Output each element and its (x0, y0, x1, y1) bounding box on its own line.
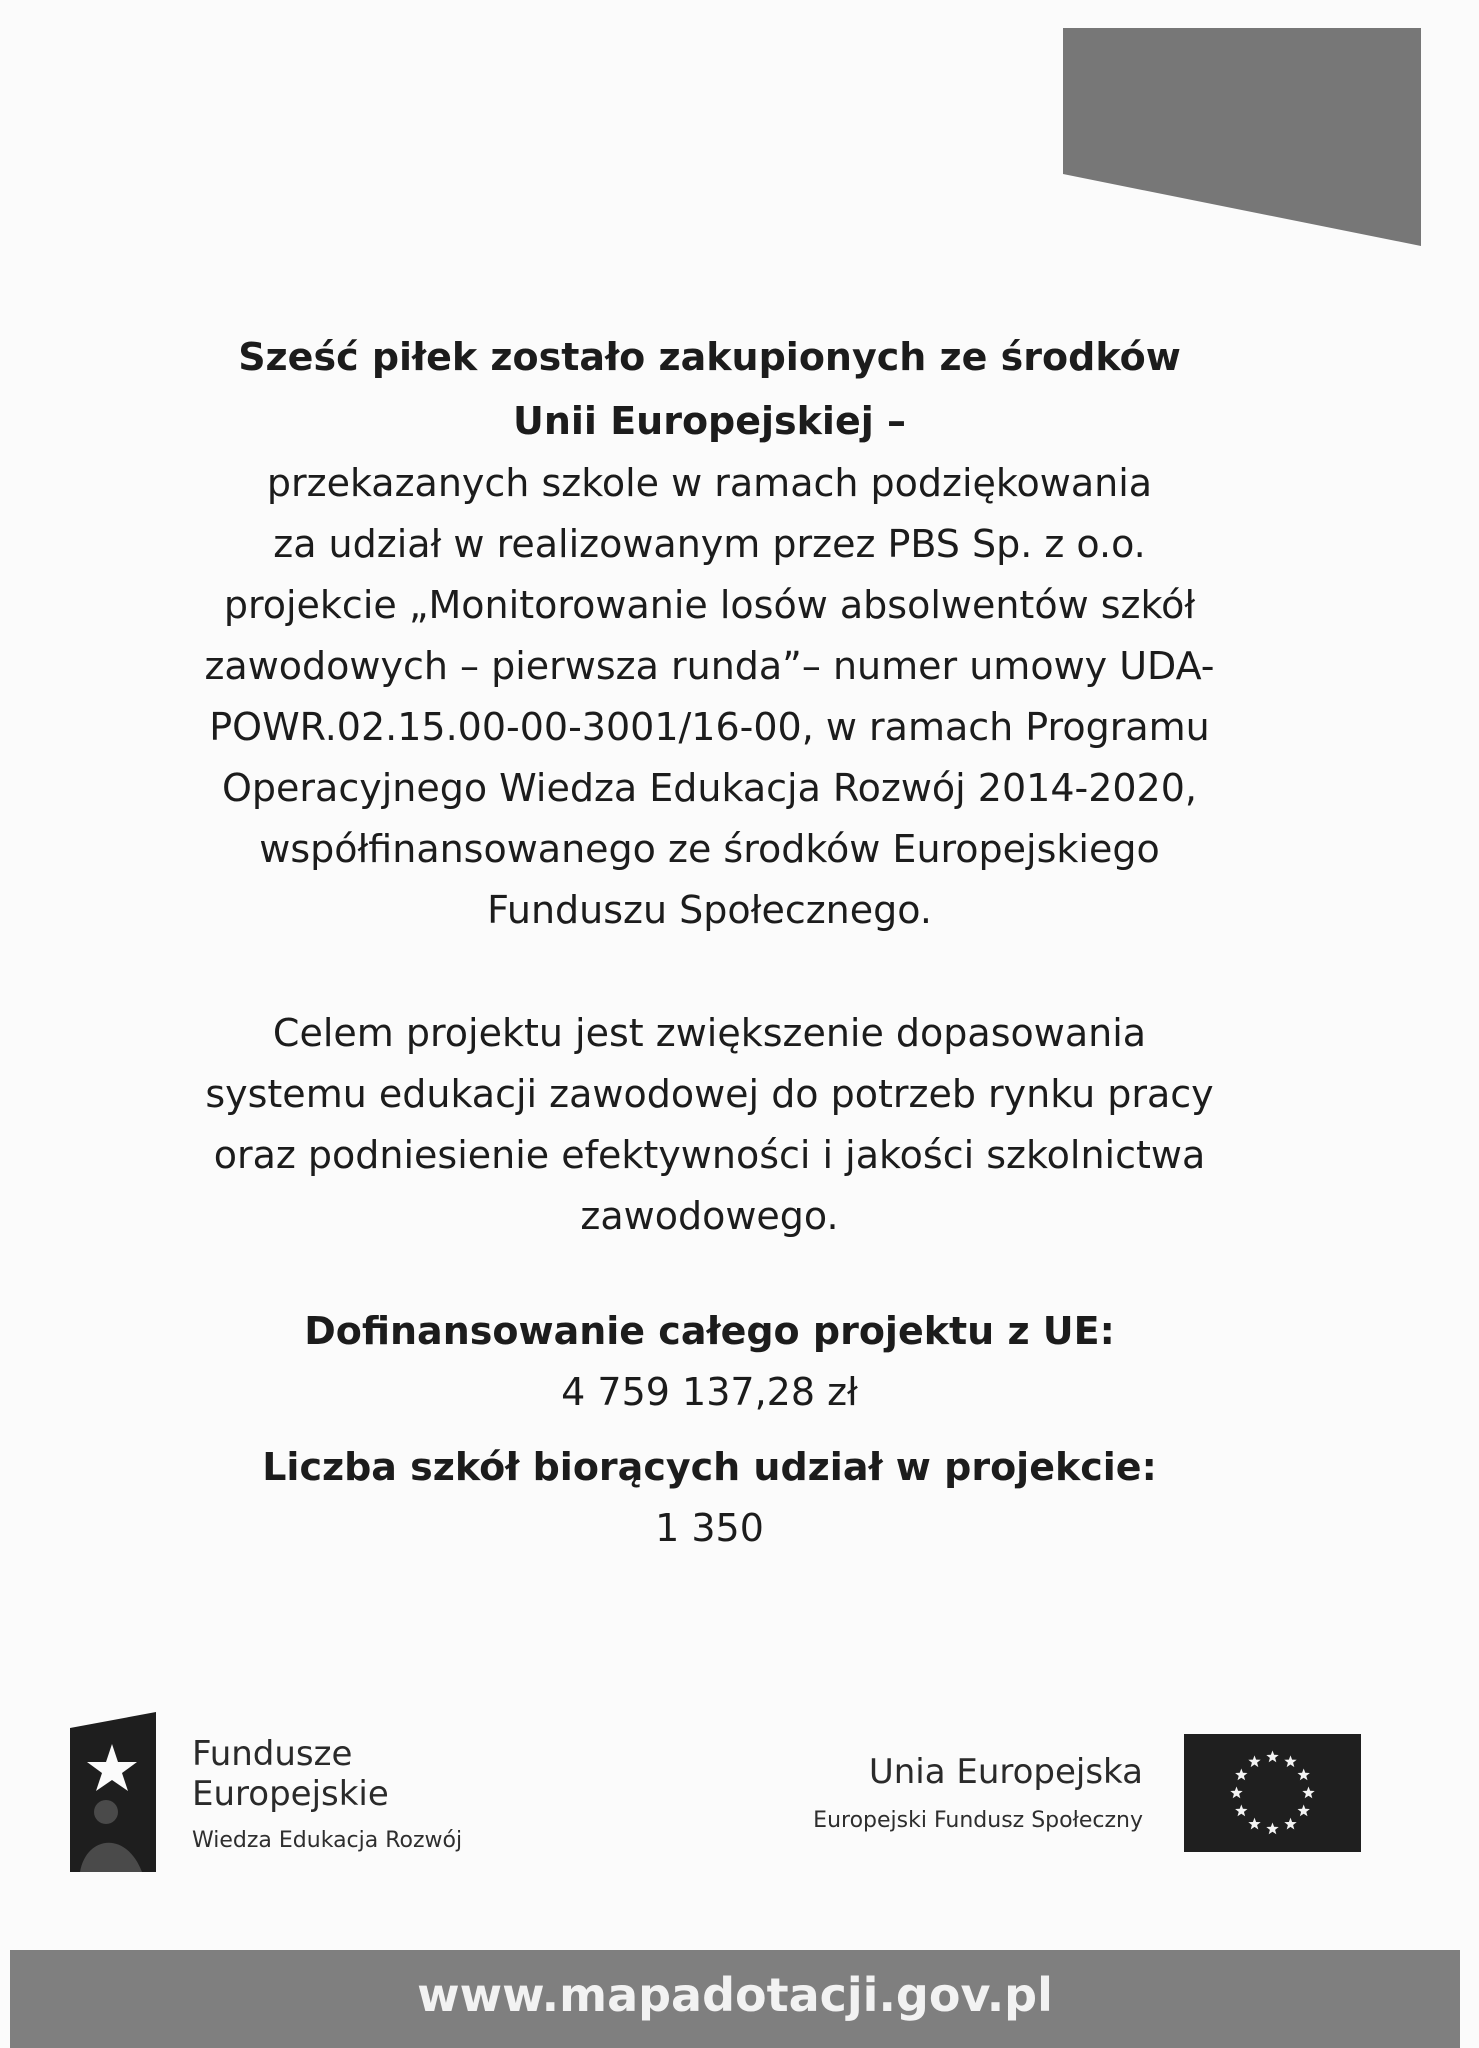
fundusze-europejskie-name (192, 1734, 389, 1814)
notice-title-line-2: Unii Europejskiej – (513, 399, 906, 443)
notice-content (120, 325, 1299, 1559)
description-line: Operacyjnego Wiedza Edukacja Rozwój 2014-2020, (222, 766, 1197, 810)
schools-value: 1 350 (655, 1506, 764, 1550)
funding-label: Dofinansowanie całego projektu z UE: (304, 1309, 1115, 1353)
unia-europejska-logo (760, 1732, 1361, 1857)
unia-europejska-subtitle: Europejski Fundusz Społeczny (813, 1808, 1143, 1833)
goal-line: systemu edukacji zawodowej do potrzeb rynku pracy (205, 1072, 1214, 1116)
description-line: przekazanych szkole w ramach podziękowania (266, 461, 1153, 505)
fundusze-europejskie-logo (70, 1712, 530, 1872)
description-line: współfinansowanego ze środków Europejskiego (259, 827, 1160, 871)
fe-name-line-1: Fundusze (192, 1734, 353, 1774)
footer-bar (10, 1950, 1460, 2048)
eu-flag-icon (1184, 1734, 1361, 1852)
fundusze-europejskie-emblem-icon (70, 1712, 156, 1872)
fe-name-line-2: Europejskie (192, 1774, 389, 1814)
footer-url-link[interactable]: www.mapadotacji.gov.pl (417, 1968, 1053, 2022)
description-line: projekcie „Monitorowanie losów absolwentów szkół (223, 583, 1196, 627)
fundusze-europejskie-subtitle: Wiedza Edukacja Rozwój (192, 1828, 463, 1853)
description-line: zawodowych – pierwsza runda”– numer umowy UDA- (204, 644, 1215, 688)
schools-label: Liczba szkół biorących udział w projekcie: (262, 1445, 1157, 1489)
goal-line: Celem projektu jest zwiększenie dopasowania (272, 1011, 1147, 1055)
funding-value: 4 759 137,28 zł (561, 1370, 858, 1414)
description-line: POWR.02.15.00-00-3001/16-00, w ramach Programu (209, 705, 1210, 749)
unia-europejska-name: Unia Europejska (868, 1752, 1143, 1792)
notice-title-line-1: Sześć piłek zostało zakupionych ze środków (238, 335, 1181, 379)
scanned-corner-block (1063, 28, 1421, 246)
description-line: Funduszu Społecznego. (487, 888, 932, 932)
goal-line: zawodowego. (580, 1194, 839, 1238)
description-line: za udział w realizowanym przez PBS Sp. z o.o. (273, 522, 1146, 566)
goal-line: oraz podniesienie efektywności i jakości szkolnictwa (213, 1133, 1206, 1177)
